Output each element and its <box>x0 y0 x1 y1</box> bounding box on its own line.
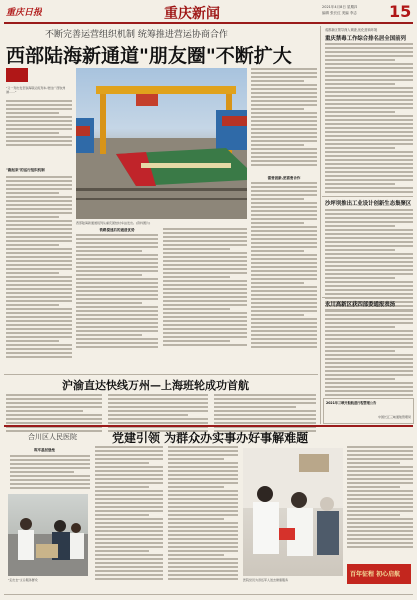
commentary-badge <box>6 68 28 82</box>
announcement-issuer: 中国长江三峡通航管理局 <box>377 415 411 419</box>
veteran-visit-photo-illustration <box>243 448 343 576</box>
hospital-col-5 <box>347 446 413 550</box>
left-text-block <box>6 176 72 360</box>
masthead <box>0 0 417 24</box>
top-story-mid-col-2 <box>163 228 247 348</box>
right-item-1-kicker: 成都新区领导深入调查,优化营商环境 <box>325 28 378 32</box>
middle-story-col-2 <box>108 394 208 434</box>
veteran-photo-caption: 医院党员为退伍军人送去健康服务 <box>243 578 289 582</box>
top-story-left-column <box>6 68 72 373</box>
middle-story-col-1 <box>6 394 102 434</box>
section-title: 重庆新闻 <box>164 6 220 22</box>
hospital-intro-text <box>10 455 90 491</box>
subhead-3: 需要创新,更需要合作 <box>267 176 301 180</box>
hospital-subhead: 筑牢基层堡垒 <box>34 448 55 452</box>
page-bottom-rule <box>4 594 413 595</box>
editor-line: 编辑 张长红 美编 李志 <box>322 11 357 15</box>
date-line: 2021年4月8日 星期四 <box>322 5 358 9</box>
outreach-photo-illustration <box>8 494 88 576</box>
right-column-divider <box>320 26 321 424</box>
hospital-col-2 <box>95 446 163 582</box>
page-number: 15 <box>389 2 412 21</box>
hospital-headline: 党建引领 为群众办实事办好事解难题 <box>112 431 309 445</box>
top-story-headline: 西部陆海新通道"朋友圈"不断扩大 <box>6 45 292 67</box>
hospital-section-rule <box>4 425 413 427</box>
top-story-col-3-upper <box>251 68 317 168</box>
anniversary-ad-text: 百年征程 初心启航 <box>350 571 401 578</box>
lead-intro: "又一列出发至铁海联运班列车,驶往广西钦州港……" <box>6 86 66 95</box>
veteran-visit-photo <box>243 448 343 576</box>
right-item-2-title: 沙坪坝推出工业设计创新生态集聚区 <box>325 201 412 207</box>
middle-story-rule <box>4 374 318 375</box>
newspaper-logo: 重庆日报 <box>6 8 43 18</box>
anniversary-ad-badge <box>347 564 411 584</box>
announcement-title: 2021年三峡开船航道行程管理公告 <box>326 401 377 405</box>
hospital-col-3 <box>168 446 238 582</box>
right-item-1-text <box>325 43 413 195</box>
right-item-3-title: 永川高新区获四部委通报表扬 <box>325 302 396 308</box>
right-item-2-rule <box>322 196 413 197</box>
subhead-1: "跑起来"的运行组织机制 <box>6 168 45 172</box>
top-story-kicker: 不断完善运营组织机制 统筹推进营运协商合作 <box>45 30 228 40</box>
lead-text-block <box>6 100 72 148</box>
train-photo-illustration <box>76 68 247 219</box>
train-photo <box>76 68 247 219</box>
train-photo-caption: 西部陆海新通道班列从重庆团结村车站发出。(资料图片) <box>76 221 151 225</box>
hospital-org-name: 合川区人民医院 <box>28 433 77 441</box>
middle-story-col-3 <box>214 394 316 434</box>
top-story-mid-col-1 <box>76 228 158 350</box>
right-item-3-text <box>325 310 413 398</box>
announcement-box <box>323 398 414 424</box>
middle-story-headline: 沪渝直达快线万州—上海班轮成功首航 <box>62 379 249 392</box>
masthead-rule <box>4 22 413 24</box>
outreach-photo-caption: "走出去"义诊服务群众 <box>8 578 38 582</box>
outreach-photo <box>8 494 88 576</box>
right-item-3-rule <box>322 297 413 298</box>
top-story-col-3 <box>251 176 317 350</box>
right-item-1-title: 重庆禁毒工作综合排名居全国前列 <box>325 36 406 42</box>
subhead-2: 铁路提速后的通道优势 <box>99 228 135 232</box>
